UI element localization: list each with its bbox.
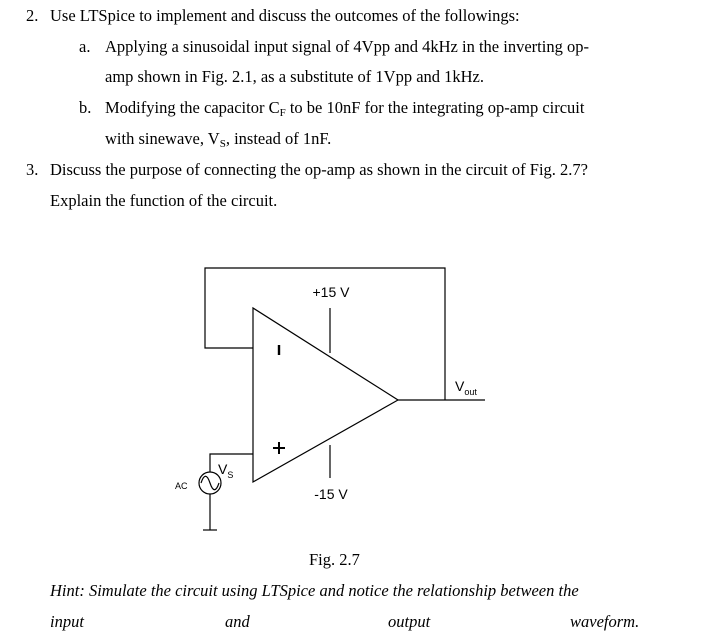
item-b-line-1-post: to be 10nF for the integrating op-amp circuit: [285, 98, 585, 117]
source-subscript: S: [219, 138, 226, 150]
item-b-line-2-post: , instead of 1nF.: [225, 129, 332, 148]
question-3-line-1: Discuss the purpose of connecting the op-amp as shown in the circuit of Fig. 2.7?: [50, 160, 588, 179]
question-3-line-2: Explain the function of the circuit.: [50, 191, 278, 210]
question-3-number: 3.: [26, 160, 39, 179]
output-label: [455, 378, 477, 397]
hint-word-output: output: [388, 612, 431, 631]
hint-word-and: and: [225, 612, 250, 631]
source-label-sub: S: [227, 470, 234, 480]
output-label-main: V: [455, 378, 465, 394]
question-2-text: Use LTSpice to implement and discuss the outcomes of the followings:: [50, 6, 520, 25]
ac-label: AC: [175, 481, 188, 491]
hint-word-input: input: [50, 612, 84, 631]
item-a-line-2: amp shown in Fig. 2.1, as a substitute of 1Vpp and 1kHz.: [105, 67, 485, 86]
source-label: [218, 461, 233, 480]
item-a-line-1: Applying a sinusoidal input signal of 4Vpp and 4kHz in the inverting op-: [105, 37, 589, 56]
negative-supply-label: -15 V: [314, 486, 348, 502]
source-label-main: V: [218, 461, 228, 477]
item-b-label: b.: [79, 98, 92, 117]
figure-caption: Fig. 2.7: [309, 550, 360, 569]
item-a-label: a.: [79, 37, 91, 56]
item-b-line-1-pre: Modifying the capacitor C: [105, 98, 280, 117]
op-amp-triangle: [253, 308, 398, 482]
hint-line-1: Hint: Simulate the circuit using LTSpice and notice the relationship between the: [50, 581, 579, 600]
question-2-number: 2.: [26, 6, 39, 25]
hint-word-waveform: waveform.: [570, 612, 640, 631]
output-label-sub: out: [464, 387, 477, 397]
item-b-line-2-pre: with sinewave, V: [105, 129, 220, 148]
sine-wave-icon: [201, 476, 219, 490]
capacitor-subscript: F: [279, 107, 286, 119]
positive-supply-label: +15 V: [312, 284, 350, 300]
